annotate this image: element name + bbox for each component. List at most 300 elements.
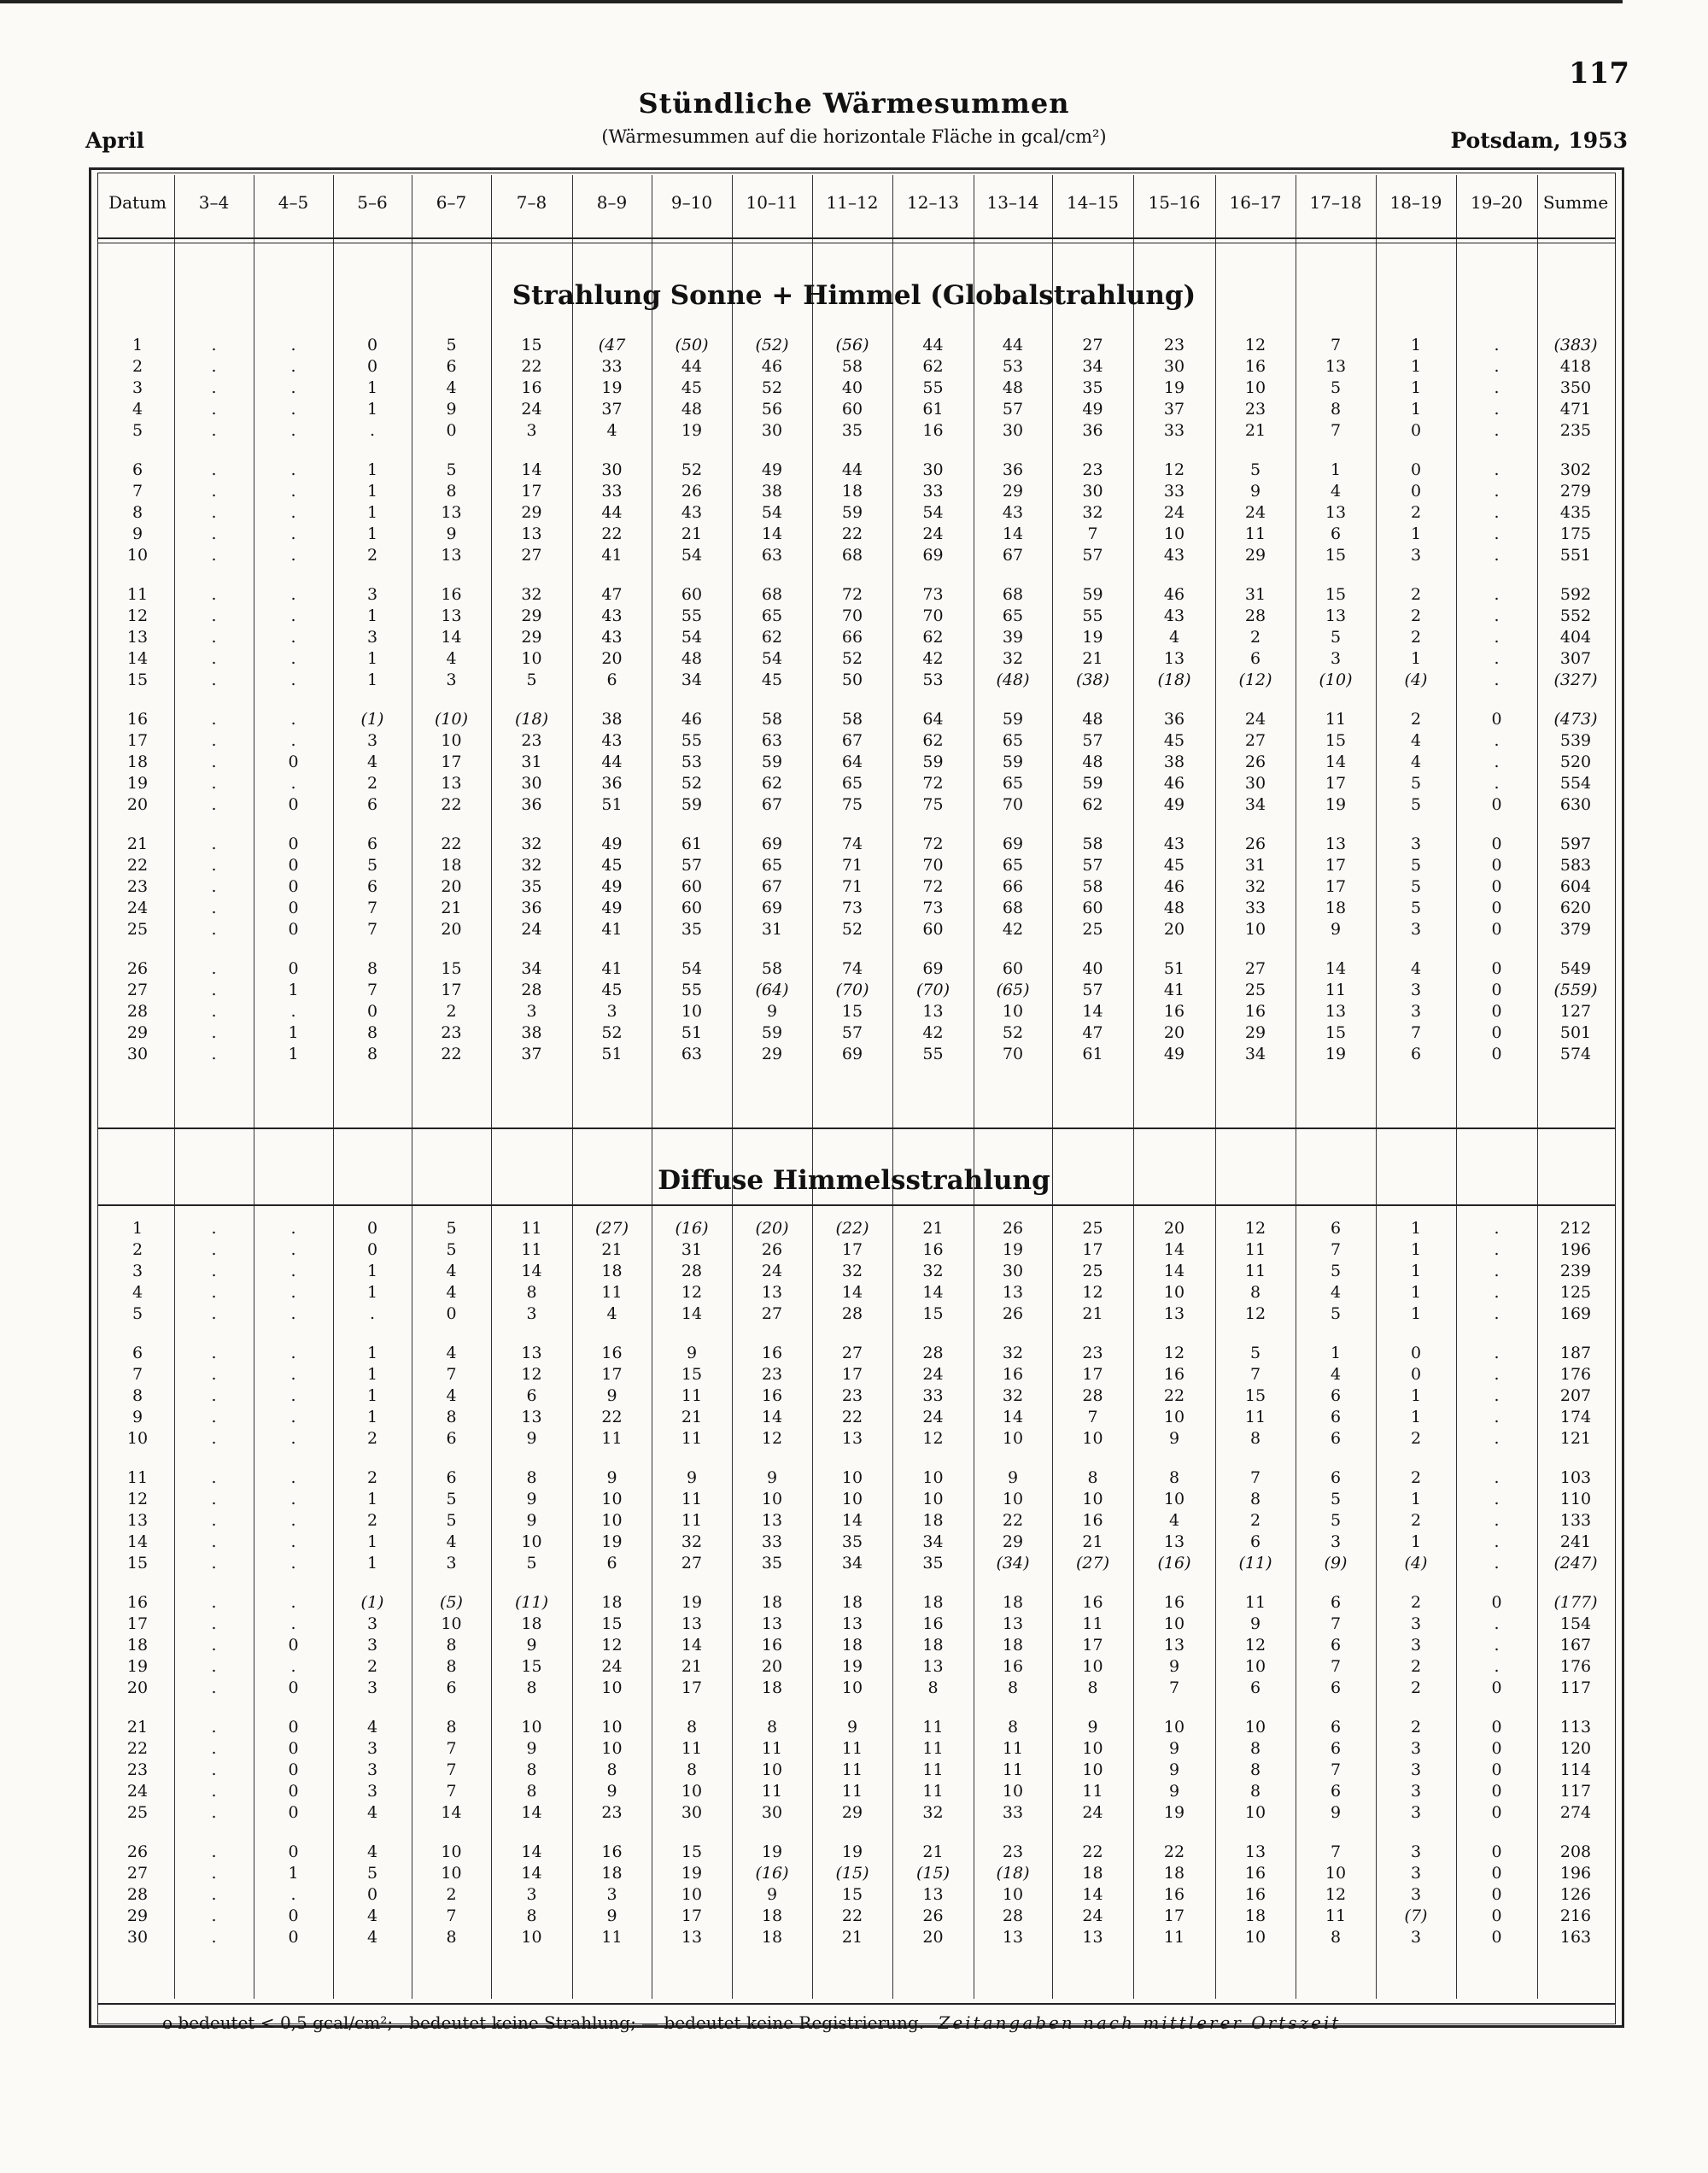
table-cell: (70) (915, 981, 950, 999)
table-cell: 40 (1082, 959, 1103, 978)
table-cell: 13 (761, 1283, 783, 1302)
table-rule (97, 1128, 1616, 1129)
table-cell: 1 (366, 1365, 378, 1384)
table-cell: 3 (1410, 1739, 1422, 1758)
table-cell: 3 (1330, 1532, 1342, 1551)
table-cell: 8 (1330, 400, 1342, 419)
table-cell: 17 (681, 1906, 703, 1925)
table-cell: 16 (1163, 1002, 1185, 1021)
table-cell: 20 (922, 1928, 944, 1947)
table-cell: 25 (1244, 981, 1266, 999)
table-cell: 6 (1330, 1593, 1342, 1612)
row-date: 9 (132, 1408, 143, 1426)
table-cell: 2 (366, 1468, 378, 1487)
table-cell: 1 (1410, 1240, 1422, 1259)
table-cell: . (290, 1365, 296, 1384)
table-cell: 8 (526, 1468, 537, 1487)
table-cell: (27) (1075, 1554, 1109, 1573)
table-cell: (16) (675, 1219, 709, 1238)
table-cell: 23 (1082, 460, 1103, 479)
table-cell: 17 (1082, 1365, 1103, 1384)
table-cell: 29 (841, 1803, 863, 1822)
table-cell: 17 (1325, 877, 1347, 896)
row-date: 7 (132, 482, 143, 501)
row-date: 8 (132, 1386, 143, 1405)
table-cell: 18 (601, 1864, 623, 1883)
table-cell: 18 (1002, 1593, 1024, 1612)
row-date: 4 (132, 400, 143, 419)
table-cell: 0 (288, 856, 299, 875)
table-cell: 7 (1087, 1408, 1098, 1426)
table-cell: . (290, 1283, 296, 1302)
table-cell: 5 (1410, 856, 1422, 875)
table-cell: . (211, 1739, 217, 1758)
table-cell: (11) (514, 1593, 548, 1612)
table-cell: 60 (681, 899, 703, 917)
table-cell: 13 (922, 1885, 944, 1904)
table-cell: 10 (681, 1002, 703, 1021)
daily-sum: 154 (1559, 1614, 1592, 1633)
table-cell: 48 (681, 400, 703, 419)
table-cell: 33 (761, 1532, 783, 1551)
table-cell: 13 (521, 1344, 542, 1362)
table-cell: 48 (1082, 710, 1103, 729)
table-cell: 43 (1163, 835, 1185, 853)
row-date: 28 (126, 1885, 149, 1904)
row-date: 5 (132, 1304, 143, 1323)
table-cell: 2 (1410, 1468, 1422, 1487)
table-cell: 0 (288, 835, 299, 853)
column-header: 17–18 (1309, 192, 1362, 213)
table-cell: 32 (521, 856, 542, 875)
table-cell: 7 (1330, 1842, 1342, 1861)
table-cell: 23 (521, 731, 542, 750)
table-cell: 35 (1082, 378, 1103, 397)
table-cell: 4 (1168, 628, 1180, 647)
daily-sum: 551 (1559, 546, 1592, 565)
table-cell: 55 (1082, 606, 1103, 625)
table-cell: (5) (440, 1593, 463, 1612)
table-cell: 7 (1330, 1614, 1342, 1633)
row-date: 1 (132, 1219, 143, 1238)
table-cell: . (211, 1885, 217, 1904)
table-cell: 9 (1168, 1739, 1180, 1758)
table-cell: . (1494, 585, 1500, 604)
table-cell: . (211, 482, 217, 501)
table-cell: 0 (446, 421, 457, 440)
table-cell: 30 (1002, 421, 1024, 440)
table-cell: 13 (1325, 606, 1347, 625)
table-cell: 17 (681, 1678, 703, 1697)
table-cell: . (369, 1304, 376, 1323)
table-cell: 11 (681, 1386, 703, 1405)
table-cell: 21 (441, 899, 462, 917)
table-cell: 1 (1410, 1408, 1422, 1426)
daily-sum: 187 (1559, 1344, 1592, 1362)
daily-sum: (327) (1553, 671, 1598, 689)
daily-sum: 176 (1559, 1657, 1592, 1676)
table-cell: 5 (366, 1864, 378, 1883)
table-cell: 5 (1410, 877, 1422, 896)
table-cell: . (290, 585, 296, 604)
table-cell: 8 (446, 1636, 457, 1655)
table-cell: 1 (1410, 649, 1422, 668)
table-cell: 36 (521, 899, 542, 917)
table-cell: 19 (761, 1842, 783, 1861)
table-cell: 71 (841, 856, 863, 875)
table-cell: 0 (1491, 1864, 1502, 1883)
table-cell: . (211, 835, 217, 853)
table-cell: . (1494, 1511, 1500, 1530)
row-date: 14 (126, 649, 149, 668)
table-cell: 11 (601, 1928, 623, 1947)
daily-sum: 235 (1559, 421, 1592, 440)
table-cell: 59 (761, 753, 783, 771)
table-cell: 0 (366, 1219, 378, 1238)
row-date: 20 (126, 1678, 149, 1697)
table-cell: 2 (1410, 628, 1422, 647)
table-cell: 14 (1163, 1262, 1185, 1280)
table-cell: 8 (366, 959, 378, 978)
table-cell: 6 (446, 1468, 457, 1487)
table-cell: 9 (606, 1906, 617, 1925)
table-cell: 63 (761, 546, 783, 565)
table-cell: 32 (1002, 1344, 1024, 1362)
table-cell: . (290, 1468, 296, 1487)
daily-sum: 212 (1559, 1219, 1592, 1238)
table-rule (97, 237, 1616, 239)
table-cell: . (211, 1045, 217, 1063)
table-cell: 51 (681, 1023, 703, 1042)
table-cell: 14 (681, 1304, 703, 1323)
table-cell: (18) (514, 710, 548, 729)
table-cell: 48 (1163, 899, 1185, 917)
legend-text: o bedeutet < 0,5 gcal/cm²; . bedeutet keine Strahlung; — bedeutet keine Registrierung. (162, 2012, 925, 2033)
table-cell: 28 (1082, 1386, 1103, 1405)
table-cell: 59 (1002, 753, 1024, 771)
table-cell: 27 (841, 1344, 863, 1362)
row-date: 10 (126, 1429, 149, 1448)
table-cell: 44 (601, 503, 623, 522)
table-cell: 32 (841, 1262, 863, 1280)
table-cell: 2 (1410, 1429, 1422, 1448)
table-cell: 13 (1002, 1614, 1024, 1633)
table-cell: 23 (761, 1365, 783, 1384)
table-cell: 6 (1330, 1219, 1342, 1238)
table-cell: . (1494, 671, 1500, 689)
table-cell: 42 (922, 1023, 944, 1042)
table-cell: 18 (922, 1593, 944, 1612)
table-cell: 12 (521, 1365, 542, 1384)
daily-sum: 592 (1559, 585, 1592, 604)
table-cell: 9 (526, 1511, 537, 1530)
table-cell: 15 (521, 1657, 542, 1676)
table-cell: 18 (441, 856, 462, 875)
table-cell: 32 (521, 585, 542, 604)
table-cell: (12) (1238, 671, 1272, 689)
table-cell: 9 (606, 1468, 617, 1487)
table-cell: . (1494, 336, 1500, 354)
table-cell: 21 (681, 524, 703, 543)
table-cell: 15 (1325, 731, 1347, 750)
table-cell: . (1494, 1429, 1500, 1448)
table-cell: 60 (922, 920, 944, 939)
table-cell: 7 (1410, 1023, 1422, 1042)
table-cell: 10 (1163, 1718, 1185, 1737)
table-cell: . (211, 400, 217, 419)
table-cell: 4 (1330, 1283, 1342, 1302)
table-cell: (20) (755, 1219, 789, 1238)
table-cell: 43 (1163, 606, 1185, 625)
table-cell: 3 (366, 1760, 378, 1779)
table-cell: 51 (601, 1045, 623, 1063)
table-cell: (10) (434, 710, 468, 729)
table-cell: 0 (288, 1718, 299, 1737)
table-cell: 36 (1163, 710, 1185, 729)
table-cell: 2 (1410, 1657, 1422, 1676)
table-cell: 0 (1491, 1739, 1502, 1758)
table-cell: 10 (841, 1490, 863, 1508)
table-cell: (16) (1157, 1554, 1191, 1573)
table-cell: 44 (841, 460, 863, 479)
table-cell: 62 (1082, 795, 1103, 814)
table-cell: 32 (681, 1532, 703, 1551)
table-cell: 10 (1163, 1490, 1185, 1508)
table-cell: . (211, 1023, 217, 1042)
table-cell: 2 (366, 774, 378, 793)
table-cell: . (1494, 482, 1500, 501)
table-cell: 30 (761, 421, 783, 440)
table-cell: 13 (441, 503, 462, 522)
table-cell: . (211, 649, 217, 668)
table-cell: 5 (1249, 460, 1261, 479)
table-cell: 0 (288, 959, 299, 978)
table-cell: 14 (521, 1842, 542, 1861)
table-cell: . (211, 606, 217, 625)
table-cell: 12 (1082, 1283, 1103, 1302)
table-cell: 19 (1325, 1045, 1347, 1063)
table-cell: 18 (841, 482, 863, 501)
table-cell: . (290, 710, 296, 729)
column-header: 8–9 (596, 192, 628, 213)
table-cell: 33 (922, 482, 944, 501)
table-cell: 48 (1002, 378, 1024, 397)
table-cell: 13 (521, 1408, 542, 1426)
table-cell: (4) (1404, 1554, 1428, 1573)
table-cell: 46 (1163, 877, 1185, 896)
page-number: 117 (1569, 56, 1629, 91)
table-cell: 4 (446, 1532, 457, 1551)
table-cell: 71 (841, 877, 863, 896)
table-cell: 4 (446, 649, 457, 668)
table-cell: 17 (1082, 1240, 1103, 1259)
table-cell: 34 (521, 959, 542, 978)
column-header: 16–17 (1229, 192, 1282, 213)
table-rule (97, 1204, 1616, 1206)
table-cell: 16 (761, 1636, 783, 1655)
table-cell: 3 (1330, 649, 1342, 668)
table-cell: 13 (1163, 1304, 1185, 1323)
table-cell: 6 (1330, 1718, 1342, 1737)
table-cell: 0 (288, 753, 299, 771)
table-cell: 0 (1491, 1002, 1502, 1021)
table-cell: 9 (1168, 1429, 1180, 1448)
table-cell: 60 (681, 877, 703, 896)
table-cell: 19 (681, 1593, 703, 1612)
table-cell: 14 (761, 524, 783, 543)
table-cell: 6 (1249, 1678, 1261, 1697)
table-cell: 5 (526, 671, 537, 689)
table-cell: . (211, 1386, 217, 1405)
table-cell: 32 (922, 1803, 944, 1822)
table-cell: 9 (686, 1468, 698, 1487)
table-cell: 1 (1410, 357, 1422, 376)
table-cell: 16 (761, 1344, 783, 1362)
table-cell: 15 (521, 336, 542, 354)
table-cell: . (211, 1782, 217, 1801)
table-cell: 22 (1163, 1842, 1185, 1861)
table-cell: 14 (521, 460, 542, 479)
table-cell: (47 (598, 336, 626, 354)
row-date: 5 (132, 421, 143, 440)
table-cell: . (211, 1429, 217, 1448)
table-cell: 30 (681, 1803, 703, 1822)
row-date: 19 (126, 774, 149, 793)
table-cell: 22 (1163, 1386, 1185, 1405)
daily-sum: (247) (1553, 1554, 1598, 1573)
table-cell: 21 (841, 1928, 863, 1947)
table-cell: . (1494, 731, 1500, 750)
table-cell: 3 (366, 585, 378, 604)
table-cell: 11 (521, 1219, 542, 1238)
table-cell: 1 (366, 1490, 378, 1508)
table-cell: 14 (681, 1636, 703, 1655)
table-cell: 9 (526, 1429, 537, 1448)
table-cell: 28 (841, 1304, 863, 1323)
table-cell: 9 (606, 1782, 617, 1801)
table-cell: 5 (446, 1490, 457, 1508)
daily-sum: 552 (1559, 606, 1592, 625)
table-cell: 0 (1491, 856, 1502, 875)
table-cell: 13 (1325, 835, 1347, 853)
table-cell: . (211, 1864, 217, 1883)
table-cell: 19 (681, 1864, 703, 1883)
table-cell: 55 (681, 606, 703, 625)
table-cell: . (211, 1678, 217, 1697)
table-cell: 16 (1082, 1593, 1103, 1612)
table-cell: 1 (1410, 1532, 1422, 1551)
table-cell: 8 (446, 1408, 457, 1426)
table-cell: 34 (922, 1532, 944, 1551)
table-cell: . (290, 1532, 296, 1551)
table-cell: 50 (841, 671, 863, 689)
table-cell: 14 (441, 628, 462, 647)
table-cell: . (211, 710, 217, 729)
table-cell: 7 (1249, 1468, 1261, 1487)
table-cell: 46 (761, 357, 783, 376)
table-cell: 2 (1249, 628, 1261, 647)
table-cell: 69 (761, 899, 783, 917)
table-cell: 10 (1244, 1657, 1266, 1676)
table-cell: . (211, 1657, 217, 1676)
table-cell: 0 (288, 1803, 299, 1822)
table-cell: 19 (1002, 1240, 1024, 1259)
table-cell: . (1494, 606, 1500, 625)
table-cell: . (1494, 524, 1500, 543)
table-cell: 9 (766, 1468, 778, 1487)
table-cell: 40 (841, 378, 863, 397)
table-cell: . (369, 421, 376, 440)
table-cell: 6 (1330, 1782, 1342, 1801)
table-cell: 65 (841, 774, 863, 793)
table-cell: (1) (360, 1593, 384, 1612)
row-date: 2 (132, 357, 143, 376)
table-cell: 0 (1491, 1718, 1502, 1737)
table-cell: 0 (1410, 482, 1422, 501)
table-cell: 29 (1002, 482, 1024, 501)
table-cell: 18 (1002, 1636, 1024, 1655)
table-cell: (10) (1319, 671, 1353, 689)
table-cell: 10 (601, 1718, 623, 1737)
table-cell: 45 (601, 856, 623, 875)
table-cell: (15) (835, 1864, 869, 1883)
table-cell: 19 (1325, 795, 1347, 814)
table-cell: 58 (841, 357, 863, 376)
table-cell: 5 (1330, 628, 1342, 647)
table-cell: 4 (366, 1842, 378, 1861)
table-cell: 21 (681, 1408, 703, 1426)
table-cell: 21 (1244, 421, 1266, 440)
table-cell: . (1494, 774, 1500, 793)
table-cell: 9 (846, 1718, 858, 1737)
table-cell: 24 (1163, 503, 1185, 522)
table-cell: 6 (606, 1554, 617, 1573)
table-cell: 8 (526, 1760, 537, 1779)
table-cell: . (290, 1657, 296, 1676)
table-cell: 5 (1410, 774, 1422, 793)
table-cell: 10 (1002, 1429, 1024, 1448)
table-cell: 2 (1249, 1511, 1261, 1530)
table-cell: 74 (841, 959, 863, 978)
table-cell: 41 (601, 920, 623, 939)
table-cell: 7 (446, 1760, 457, 1779)
table-cell: 0 (288, 1782, 299, 1801)
table-cell: 9 (766, 1002, 778, 1021)
table-cell: 59 (1082, 585, 1103, 604)
table-cell: 10 (761, 1760, 783, 1779)
table-cell: 35 (922, 1554, 944, 1573)
table-cell: 18 (761, 1678, 783, 1697)
table-cell: 62 (922, 731, 944, 750)
row-date: 29 (126, 1906, 149, 1925)
table-cell: 25 (1082, 920, 1103, 939)
table-cell: 18 (1163, 1864, 1185, 1883)
table-cell: 3 (1410, 835, 1422, 853)
table-cell: 11 (1244, 1408, 1266, 1426)
table-cell: 3 (366, 1614, 378, 1633)
table-cell: 3 (606, 1002, 617, 1021)
table-cell: 0 (1491, 1928, 1502, 1947)
table-cell: 12 (1163, 1344, 1185, 1362)
table-cell: 15 (1325, 585, 1347, 604)
table-cell: 43 (681, 503, 703, 522)
time-note: Zeitangaben nach mittlerer Ortszeit (938, 2012, 1342, 2033)
column-header: Summe (1542, 192, 1609, 213)
table-cell: (18) (996, 1864, 1030, 1883)
table-cell: 32 (922, 1262, 944, 1280)
column-header: 11–12 (826, 192, 879, 213)
table-cell: 51 (1163, 959, 1185, 978)
